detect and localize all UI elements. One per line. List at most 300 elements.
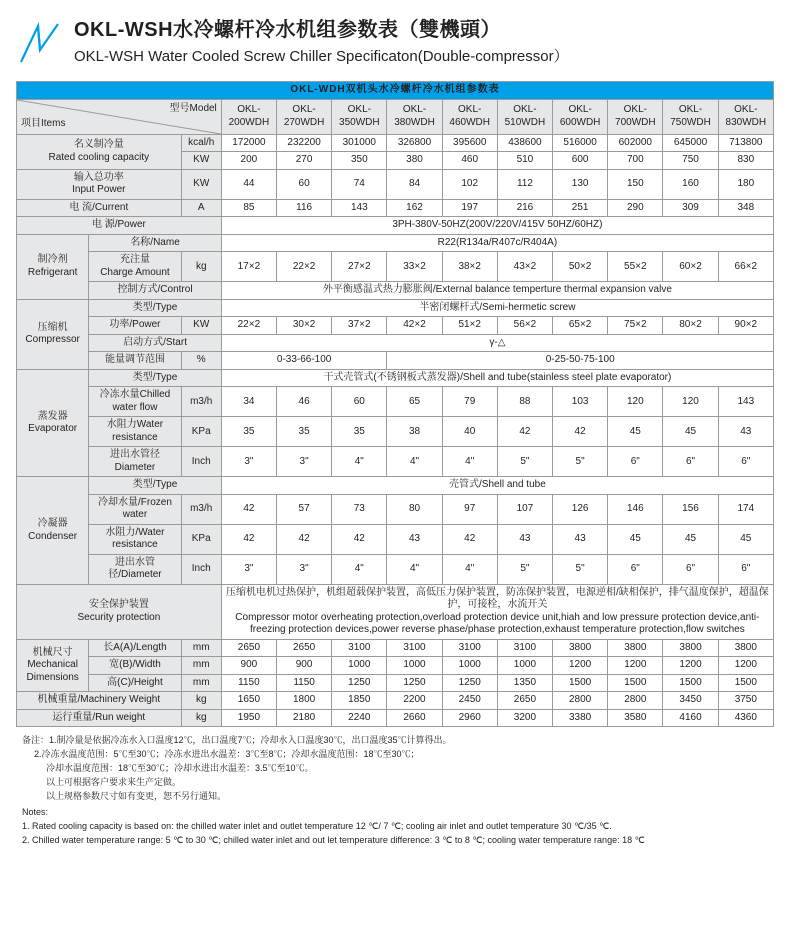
compressor-type-row [17,299,774,317]
condenser-diameter-1: 3" [277,554,332,584]
condenser-flow-0: 42 [221,494,276,524]
condenser-diameter-unit: Inch [181,554,221,584]
condenser-resistance-0: 42 [221,524,276,554]
rated-cooling-kcal-3: 326800 [387,134,442,152]
condenser-flow-label: 冷却水量/Frozen water [89,494,181,524]
evaporator-diameter-1: 3" [277,447,332,477]
refrigerant-charge-1: 22×2 [277,252,332,282]
condenser-diameter-6: 5" [553,554,608,584]
compressor-type-label: 类型/Type [89,299,222,317]
notes-block [22,734,772,848]
evaporator-diameter-6: 5" [553,447,608,477]
note-cn-5: 以上规格参数尺寸如有变更，恕不另行通知。 [46,791,227,801]
run-weight-5: 3200 [497,709,552,727]
evaporator-resistance-5: 42 [497,417,552,447]
input-power-unit: KW [181,169,221,199]
items-model-corner [17,99,222,134]
compressor-power-5: 56×2 [497,317,552,335]
current-2: 143 [332,199,387,217]
dimension-width-1: 900 [277,657,332,675]
dimension-length-8: 3800 [663,639,718,657]
condenser-type-row [17,477,774,495]
rated-cooling-kcal-2: 301000 [332,134,387,152]
evaporator-diameter-row [17,447,774,477]
notes-en-title: Notes: [22,806,49,817]
evaporator-resistance-6: 42 [553,417,608,447]
input-power-0: 44 [221,169,276,199]
machinery-weight-9: 3750 [718,692,773,710]
dimension-height-row [17,674,774,692]
refrigerant-label-en: Refrigerant [27,266,78,278]
evaporator-flow-5: 88 [497,387,552,417]
condenser-diameter-label: 进出水管径/Diameter [89,554,181,584]
run-weight-4: 2960 [442,709,497,727]
refrigerant-charge-label-cn: 充注量 [119,254,150,266]
input-power-3: 84 [387,169,442,199]
input-power-7: 150 [608,169,663,199]
condenser-diameter-row [17,554,774,584]
condenser-resistance-1: 42 [277,524,332,554]
rated-cooling-kcal-0: 172000 [221,134,276,152]
dimension-width-2: 1000 [332,657,387,675]
security-protection-label-cn: 安全保护装置 [88,599,149,611]
current-label: 电 流/Current [17,199,182,217]
evaporator-flow-row [17,387,774,417]
condenser-flow-1: 57 [277,494,332,524]
compressor-energy-value-right: 0-25-50-75-100 [387,352,774,370]
condenser-resistance-6: 43 [553,524,608,554]
refrigerant-charge-unit: kg [181,252,221,282]
dimensions-label-cn: 机械尺寸 [32,646,73,658]
rated-cooling-kw-6: 600 [553,152,608,170]
dimension-length-9: 3800 [718,639,773,657]
table-banner-row [17,82,774,100]
condenser-label-en: Condenser [28,530,78,542]
compressor-start-value: γ-△ [221,334,773,352]
machinery-weight-unit: kg [181,692,221,710]
condenser-label-cn: 冷凝器 [37,518,68,529]
rated-cooling-kcal-7: 602000 [608,134,663,152]
evaporator-diameter-7: 6" [608,447,663,477]
dimension-length-label: 长A(A)/Length [89,639,181,657]
dimension-length-0: 2650 [221,639,276,657]
dimension-height-4: 1250 [442,674,497,692]
condenser-diameter-0: 3" [221,554,276,584]
input-power-label-en: Input Power [72,184,126,196]
evaporator-flow-0: 34 [221,387,276,417]
refrigerant-charge-5: 43×2 [497,252,552,282]
condenser-flow-2: 73 [332,494,387,524]
security-protection-description [221,584,773,639]
dimension-length-3: 3100 [387,639,442,657]
input-power-5: 112 [497,169,552,199]
dimension-width-6: 1200 [553,657,608,675]
condenser-flow-unit: m3/h [181,494,221,524]
compressor-power-label: 功率/Power [89,317,181,335]
current-row [17,199,774,217]
condenser-diameter-4: 4" [442,554,497,584]
input-power-label-cn: 输入总功率 [73,171,124,183]
evaporator-resistance-label: 水阻力Water resistance [89,417,181,447]
evaporator-diameter-9: 6" [718,447,773,477]
dimension-height-9: 1500 [718,674,773,692]
evaporator-flow-label: 冷冻水量Chilled water flow [89,387,181,417]
dimension-width-9: 1200 [718,657,773,675]
dimension-height-6: 1500 [553,674,608,692]
refrigerant-name-label: 名称/Name [89,234,222,252]
compressor-start-row [17,334,774,352]
current-9: 348 [718,199,773,217]
table-banner-title: OKL-WDH双机头水冷螺杆冷水机组参数表 [17,82,774,100]
evaporator-type-value: 干式壳管式(不锈钢板式蒸发器)/Shell and tube(stainless steel plate evaporator) [221,369,773,387]
model-col-6: OKL-600WDH [553,99,608,134]
compressor-power-row [17,317,774,335]
compressor-label [17,299,89,369]
dimension-length-6: 3800 [553,639,608,657]
power-supply-label: 电 源/Power [17,217,222,235]
dimension-length-row [17,639,774,657]
machinery-weight-label: 机械重量/Machinery Weight [17,692,182,710]
note-cn-4: 以上可根据客户要求来生产定做。 [46,777,182,788]
rated-cooling-label [17,134,182,169]
current-7: 290 [608,199,663,217]
machinery-weight-6: 2800 [553,692,608,710]
refrigerant-charge-3: 33×2 [387,252,442,282]
evaporator-resistance-4: 40 [442,417,497,447]
evaporator-resistance-9: 43 [718,417,773,447]
evaporator-label [17,369,89,477]
dimension-length-7: 3800 [608,639,663,657]
machinery-weight-3: 2200 [387,692,442,710]
dimensions-label-en1: Mechanical [27,659,78,671]
run-weight-0: 1950 [221,709,276,727]
rated-cooling-kw-8: 750 [663,152,718,170]
note-en-2: 2. Chilled water temperature range: 5 ℃ to 30 ℃; chilled water inlet and out let temperature difference: 3 ℃ to 8 ℃; cooling water temperature range: 18 ℃ [22,834,645,845]
model-col-7: OKL-700WDH [608,99,663,134]
condenser-resistance-5: 43 [497,524,552,554]
machinery-weight-4: 2450 [442,692,497,710]
evaporator-type-label: 类型/Type [89,369,222,387]
refrigerant-charge-4: 38×2 [442,252,497,282]
condenser-diameter-5: 5" [497,554,552,584]
condenser-flow-9: 174 [718,494,773,524]
page-title-en: OKL-WSH Water Cooled Screw Chiller Specificaton(Double-compressor） [74,48,569,65]
rated-cooling-unit-kw: KW [181,152,221,170]
note-cn-1: 备注：1.制冷量是依据冷冻水入口温度12℃，出口温度7℃；冷却水入口温度30℃，出口温度35℃计算得出。 [22,735,452,746]
evaporator-flow-4: 79 [442,387,497,417]
machinery-weight-row [17,692,774,710]
dimension-width-0: 900 [221,657,276,675]
condenser-resistance-4: 42 [442,524,497,554]
current-8: 309 [663,199,718,217]
condenser-resistance-3: 43 [387,524,442,554]
refrigerant-charge-0: 17×2 [221,252,276,282]
note-cn-2: 2.冷冻水温度范围：5℃至30℃；冷冻水进出水温差：3℃至8℃；冷却水温度范围：18℃至30℃； [34,749,420,760]
refrigerant-charge-7: 55×2 [608,252,663,282]
machinery-weight-8: 3450 [663,692,718,710]
okl-logo-icon [18,20,64,66]
dimension-height-3: 1250 [387,674,442,692]
dimension-width-5: 1000 [497,657,552,675]
condenser-resistance-2: 42 [332,524,387,554]
input-power-label [17,169,182,199]
input-power-row [17,169,774,199]
compressor-power-8: 80×2 [663,317,718,335]
compressor-energy-label: 能量调节范围 [89,352,181,370]
dimension-height-5: 1350 [497,674,552,692]
evaporator-flow-9: 143 [718,387,773,417]
security-protection-label-en: Security protection [77,611,161,623]
model-col-2: OKL-350WDH [332,99,387,134]
security-protection-desc-cn: 压缩机电机过热保护，机组超载保护装置，高低压力保护装置，防冻保护装置，电源逆相/缺相保护，排气温度保护，超温保护，可接栓，水流开关 [226,586,769,611]
condenser-type-label: 类型/Type [89,477,222,495]
condenser-flow-row [17,494,774,524]
rated-cooling-label-cn: 名义制冷量 [73,139,124,151]
input-power-8: 160 [663,169,718,199]
rated-cooling-kw-7: 700 [608,152,663,170]
compressor-power-0: 22×2 [221,317,276,335]
compressor-energy-value-left: 0-33-66-100 [221,352,387,370]
current-3: 162 [387,199,442,217]
refrigerant-charge-2: 27×2 [332,252,387,282]
refrigerant-charge-9: 66×2 [718,252,773,282]
compressor-label-en: Compressor [25,334,80,346]
rated-cooling-kw-2: 350 [332,152,387,170]
compressor-power-9: 90×2 [718,317,773,335]
machinery-weight-5: 2650 [497,692,552,710]
compressor-power-3: 42×2 [387,317,442,335]
evaporator-resistance-8: 45 [663,417,718,447]
current-0: 85 [221,199,276,217]
compressor-power-7: 75×2 [608,317,663,335]
input-power-2: 74 [332,169,387,199]
evaporator-diameter-3: 4" [387,447,442,477]
document-header [18,16,774,67]
current-4: 197 [442,199,497,217]
dimension-width-unit: mm [181,657,221,675]
condenser-flow-5: 107 [497,494,552,524]
dimension-width-row [17,657,774,675]
run-weight-7: 3580 [608,709,663,727]
refrigerant-charge-row [17,252,774,282]
dimension-length-4: 3100 [442,639,497,657]
refrigerant-charge-label-en: Charge Amount [100,266,170,278]
evaporator-label-cn: 蒸发器 [37,410,68,422]
dimension-height-2: 1250 [332,674,387,692]
condenser-diameter-2: 4" [332,554,387,584]
condenser-resistance-label: 水阻力/Water resistance [89,524,181,554]
evaporator-diameter-0: 3" [221,447,276,477]
refrigerant-charge-8: 60×2 [663,252,718,282]
condenser-flow-7: 146 [608,494,663,524]
refrigerant-label [17,234,89,299]
compressor-label-cn: 压缩机 [37,321,68,333]
dimension-width-4: 1000 [442,657,497,675]
run-weight-2: 2240 [332,709,387,727]
dimension-length-2: 3100 [332,639,387,657]
machinery-weight-2: 1850 [332,692,387,710]
evaporator-label-en: Evaporator [28,423,78,434]
refrigerant-charge-label [89,252,181,282]
refrigerant-name-row [17,234,774,252]
run-weight-8: 4160 [663,709,718,727]
condenser-diameter-3: 4" [387,554,442,584]
refrigerant-charge-6: 50×2 [553,252,608,282]
current-6: 251 [553,199,608,217]
corner-items-label: 项目Items [21,118,66,130]
rated-cooling-kcal-1: 232200 [277,134,332,152]
rated-cooling-kw-3: 380 [387,152,442,170]
condenser-type-value: 壳管式/Shell and tube [221,477,773,495]
dimension-width-7: 1200 [608,657,663,675]
dimension-length-unit: mm [181,639,221,657]
compressor-start-label: 启动方式/Start [89,334,222,352]
model-col-8: OKL-750WDH [663,99,718,134]
condenser-label [17,477,89,585]
evaporator-flow-3: 65 [387,387,442,417]
page-title-cn: OKL-WSH水冷螺杆冷水机组参数表（雙機頭） [74,19,502,41]
rated-cooling-unit-kcal: kcal/h [181,134,221,152]
run-weight-row [17,709,774,727]
condenser-diameter-8: 6" [663,554,718,584]
evaporator-diameter-2: 4" [332,447,387,477]
model-col-0: OKL-200WDH [221,99,276,134]
evaporator-resistance-3: 38 [387,417,442,447]
condenser-resistance-row [17,524,774,554]
condenser-resistance-7: 45 [608,524,663,554]
refrigerant-label-cn: 制冷剂 [37,254,68,266]
condenser-flow-8: 156 [663,494,718,524]
compressor-power-1: 30×2 [277,317,332,335]
dimension-height-0: 1150 [221,674,276,692]
refrigerant-control-row [17,282,774,300]
dimension-length-1: 2650 [277,639,332,657]
evaporator-diameter-4: 4" [442,447,497,477]
power-supply-value: 3PH-380V-50HZ(200V/220V/415V 50HZ/60HZ) [221,217,773,235]
model-col-4: OKL-460WDH [442,99,497,134]
condenser-flow-6: 126 [553,494,608,524]
refrigerant-control-value: 外平衡感温式热力膨胀阀/External balance temperture thermal expansion valve [221,282,773,300]
condenser-flow-4: 97 [442,494,497,524]
machinery-weight-7: 2800 [608,692,663,710]
compressor-energy-row [17,352,774,370]
specification-table [16,81,774,727]
condenser-diameter-9: 6" [718,554,773,584]
condenser-resistance-unit: KPa [181,524,221,554]
evaporator-resistance-1: 35 [277,417,332,447]
machinery-weight-0: 1650 [221,692,276,710]
input-power-4: 102 [442,169,497,199]
security-protection-row [17,584,774,639]
current-5: 216 [497,199,552,217]
run-weight-unit: kg [181,709,221,727]
evaporator-diameter-label: 进出水管径Diameter [89,447,181,477]
model-header-row [17,99,774,134]
condenser-diameter-7: 6" [608,554,663,584]
refrigerant-control-label: 控制方式/Control [89,282,222,300]
compressor-energy-unit: % [181,352,221,370]
dimension-height-8: 1500 [663,674,718,692]
note-cn-3: 冷却水温度范围：18℃至30℃；冷却水进出水温差：3.5℃至10℃。 [46,763,314,774]
evaporator-flow-unit: m3/h [181,387,221,417]
rated-cooling-kcal-9: 713800 [718,134,773,152]
dimension-length-5: 3100 [497,639,552,657]
evaporator-diameter-5: 5" [497,447,552,477]
security-protection-label [17,584,222,639]
security-protection-desc-en: Compressor motor overheating protection,overload protection device unit,hiah and low pressure protection device,anti-freezing protection devices,power reverse phase/phase protection,exhaust temperature protection,flow switches [235,611,760,636]
compressor-power-6: 65×2 [553,317,608,335]
evaporator-flow-2: 60 [332,387,387,417]
rated-cooling-kw-4: 460 [442,152,497,170]
evaporator-resistance-7: 45 [608,417,663,447]
run-weight-3: 2660 [387,709,442,727]
compressor-type-value: 半密闭螺杆式/Semi-hermetic screw [221,299,773,317]
rated-cooling-kcal-8: 645000 [663,134,718,152]
evaporator-type-row [17,369,774,387]
evaporator-diameter-unit: Inch [181,447,221,477]
dimensions-label [17,639,89,692]
input-power-1: 60 [277,169,332,199]
evaporator-resistance-unit: KPa [181,417,221,447]
model-col-5: OKL-510WDH [497,99,552,134]
evaporator-resistance-2: 35 [332,417,387,447]
compressor-power-unit: KW [181,317,221,335]
input-power-9: 180 [718,169,773,199]
evaporator-flow-7: 120 [608,387,663,417]
rated-cooling-kcal-row [17,134,774,152]
condenser-resistance-8: 45 [663,524,718,554]
condenser-resistance-9: 45 [718,524,773,554]
evaporator-flow-1: 46 [277,387,332,417]
model-col-9: OKL-830WDH [718,99,773,134]
dimension-width-3: 1000 [387,657,442,675]
input-power-6: 130 [553,169,608,199]
evaporator-flow-8: 120 [663,387,718,417]
run-weight-1: 2180 [277,709,332,727]
current-unit: A [181,199,221,217]
dimension-height-1: 1150 [277,674,332,692]
current-1: 116 [277,199,332,217]
dimension-height-7: 1500 [608,674,663,692]
refrigerant-name-value: R22(R134a/R407c/R404A) [221,234,773,252]
dimension-height-unit: mm [181,674,221,692]
dimensions-label-en2: Dimensions [26,671,79,683]
compressor-power-4: 51×2 [442,317,497,335]
rated-cooling-kw-9: 830 [718,152,773,170]
rated-cooling-kcal-4: 395600 [442,134,497,152]
dimension-width-label: 宽(B)/Width [89,657,181,675]
dimension-width-8: 1200 [663,657,718,675]
run-weight-9: 4360 [718,709,773,727]
rated-cooling-kcal-6: 516000 [553,134,608,152]
run-weight-6: 3380 [553,709,608,727]
compressor-power-2: 37×2 [332,317,387,335]
evaporator-resistance-row [17,417,774,447]
model-col-1: OKL-270WDH [277,99,332,134]
rated-cooling-kw-0: 200 [221,152,276,170]
rated-cooling-kw-5: 510 [497,152,552,170]
corner-model-label: 型号Model [169,102,217,114]
rated-cooling-label-en: Rated cooling capacity [48,151,150,163]
rated-cooling-kcal-5: 438600 [497,134,552,152]
evaporator-resistance-0: 35 [221,417,276,447]
run-weight-label: 运行重量/Run weight [17,709,182,727]
evaporator-flow-6: 103 [553,387,608,417]
evaporator-diameter-8: 6" [663,447,718,477]
dimension-height-label: 高(C)/Height [89,674,181,692]
note-en-1: 1. Rated cooling capacity is based on: the chilled water inlet and outlet temperature 12 ℃/ 7 ℃; cooling air inlet and outlet temperature 30 ℃/35 ℃. [22,820,612,831]
rated-cooling-kw-1: 270 [277,152,332,170]
